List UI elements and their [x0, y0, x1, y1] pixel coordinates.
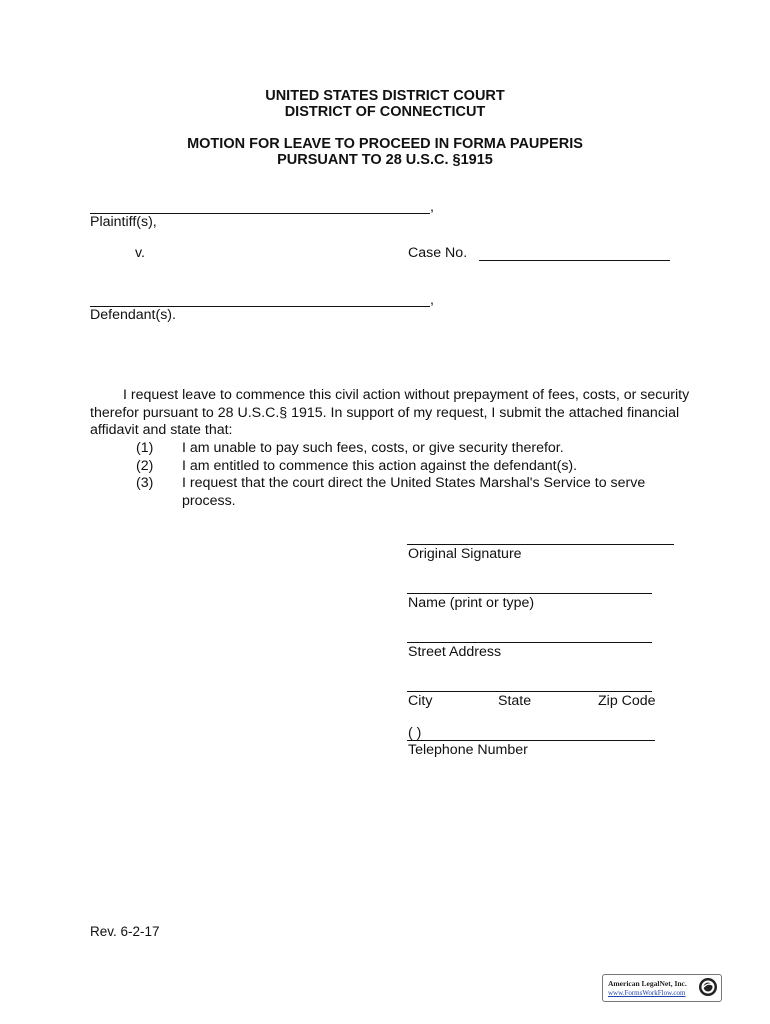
publisher-logo-icon	[698, 977, 718, 997]
city-state-zip-line[interactable]	[407, 691, 652, 692]
city-label: City	[408, 693, 433, 709]
item-3-number: (3)	[136, 475, 154, 491]
item-3-text: I request that the court direct the United States Marshal's Service to serve	[182, 475, 646, 491]
item-2-number: (2)	[136, 458, 154, 474]
street-label: Street Address	[408, 644, 502, 660]
revision-label: Rev. 6-2-17	[90, 924, 160, 939]
defendant-label: Defendant(s).	[90, 307, 176, 323]
signature-line[interactable]	[407, 544, 674, 545]
case-no-label: Case No.	[408, 245, 468, 261]
publisher-badge	[602, 974, 722, 1002]
item-2-text: I am entitled to commence this action against the defendant(s).	[182, 458, 578, 474]
zip-label: Zip Code	[598, 693, 656, 709]
plaintiff-label: Plaintiff(s),	[90, 214, 157, 230]
defendant-comma: ,	[430, 292, 434, 308]
district-title: DISTRICT OF CONNECTICUT	[284, 104, 486, 120]
plaintiff-comma: ,	[430, 199, 434, 215]
phone-line[interactable]	[407, 740, 655, 741]
motion-title-line2: PURSUANT TO 28 U.S.C. §1915	[277, 152, 493, 168]
case-no-line[interactable]	[479, 260, 670, 261]
street-line[interactable]	[407, 642, 652, 643]
name-line[interactable]	[407, 593, 652, 594]
request-paragraph: I request leave to commence this civil action without prepayment of fees, costs, or security therefor pursuant to 28 U.S.C.§ 1915. In support of my request, I submit the attached financial affidavit and state that:	[90, 387, 690, 438]
item-3-continuation: process.	[182, 493, 236, 509]
item-1-number: (1)	[136, 440, 154, 456]
phone-label: Telephone Number	[408, 742, 528, 758]
court-title: UNITED STATES DISTRICT COURT	[265, 88, 505, 104]
phone-area-code: ( )	[408, 725, 422, 741]
state-label: State	[498, 693, 532, 709]
name-label: Name (print or type)	[408, 595, 535, 611]
signature-label: Original Signature	[408, 546, 522, 562]
publisher-link[interactable]: www.FormsWorkFlow.com	[608, 989, 686, 997]
publisher-name: American LegalNet, Inc.	[608, 979, 687, 988]
item-1-text: I am unable to pay such fees, costs, or give security therefor.	[182, 440, 564, 456]
motion-title-line1: MOTION FOR LEAVE TO PROCEED IN FORMA PAUPERIS	[187, 136, 583, 152]
versus-label: v.	[135, 245, 145, 261]
